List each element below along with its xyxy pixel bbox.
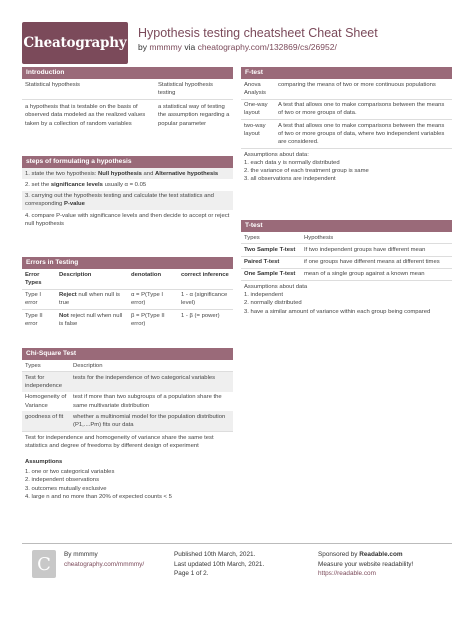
assumptions-heading: Assumptions about data: [244, 151, 309, 158]
table-cell: test if more than two subgroups of a population share the same multivariate distribution [73, 394, 222, 409]
step-4: 4. compare P-value with significance levels and then decide to accept or reject null hypothesis [25, 212, 230, 227]
step-2: 2. set the significance levels usually α = 0.05 [25, 181, 147, 188]
table-cell: whether a multinomial model for the population distribution (P1,....Pm) fits our data [73, 413, 226, 429]
table-cell: α = P(Type I error) [131, 292, 164, 307]
table-row [241, 79, 452, 100]
chi-square-section [22, 348, 233, 501]
section-title: Errors in Testing [22, 257, 233, 269]
column-header: Hypothesis [304, 234, 334, 241]
byline [138, 42, 337, 52]
sponsor-line: Sponsored by Readable.com [318, 551, 403, 558]
table-cell: One Sample T-test [244, 271, 296, 278]
table-cell: comparing the means of two or more continuous populations [278, 81, 436, 88]
section-title: T-test [241, 220, 452, 232]
step-1: 1. state the two hypothesis: Null hypothesis and Alternative hypothesis [22, 168, 233, 179]
errors-section [22, 257, 233, 330]
list-item: 3. all observations are independent [244, 176, 336, 183]
table-row [22, 411, 233, 432]
table-header-row [22, 360, 233, 372]
table-cell: if one groups have different means at different times [304, 259, 440, 266]
table-cell: Statistical hypothesis testing [158, 81, 214, 96]
table-row [22, 310, 233, 330]
footer-sponsor [318, 550, 413, 579]
author-avatar[interactable]: C [32, 550, 56, 578]
list-item: 3. have a similar amount of variance within each group being compared [244, 308, 431, 315]
column-header: Types [244, 234, 260, 241]
published-date: Published 10th March, 2021. [174, 551, 256, 558]
section-title: Introduction [22, 67, 233, 79]
t-test-section [241, 220, 452, 317]
table-cell: tests for the independence of two categorical variables [73, 374, 216, 381]
table-row [22, 372, 233, 392]
table-cell: If two independent groups have different mean [304, 246, 426, 253]
header [22, 22, 452, 64]
section-title: steps of formulating a hypothesis [22, 156, 233, 168]
table-cell: goodness of fit [25, 413, 64, 420]
table-row [241, 120, 452, 149]
list-item: 1. one or two categorical variables [25, 468, 115, 475]
table-row [22, 290, 233, 311]
f-test-section [241, 67, 452, 185]
list-item: 2. normally distributed [244, 300, 302, 307]
table-row [241, 100, 452, 121]
table-row [22, 100, 233, 130]
table-cell: two-way layout [244, 122, 266, 137]
table-cell: Type II error [25, 312, 43, 327]
table-row [241, 269, 452, 281]
page-number: Page 1 of 2. [174, 570, 209, 577]
footer-publish-info [174, 550, 264, 579]
table-cell: a hypothesis that is testable on the basis of observed data modeled as the realized values taken by a collection of random variables [25, 104, 146, 127]
sheet-url-link[interactable]: cheatography.com/132869/cs/26952/ [197, 42, 337, 52]
step-3: 3. carrying out the hypothesis testing and calculate the test statistics and corresponding P-value [22, 191, 233, 211]
table-cell: Type I error [25, 292, 42, 307]
by-label: by [138, 42, 147, 52]
table-cell: Statistical hypothesis [25, 81, 81, 88]
table-cell: 1 - α (significance level) [181, 292, 228, 307]
section-title: Chi-Square Test [22, 348, 233, 360]
table-cell: 1 - β (= power) [181, 312, 220, 319]
footer-author [64, 550, 144, 569]
column-header: Description [59, 271, 92, 278]
table-cell: mean of a single group against a known mean [304, 271, 425, 278]
updated-date: Last updated 10th March, 2021. [174, 560, 265, 568]
sponsor-tagline: Measure your website readability! [318, 560, 414, 568]
assumptions-heading: Assumptions [25, 459, 63, 466]
introduction-section [22, 67, 233, 129]
table-cell: Two Sample T-test [244, 246, 296, 253]
page-title: Hypothesis testing cheatsheet Cheat Sheet [138, 26, 378, 40]
column-header: Error Types [25, 271, 42, 286]
steps-section [22, 156, 233, 230]
table-cell: Reject null when null is true [59, 292, 120, 307]
list-item: 2. the variance of each treatment group is same [244, 168, 369, 175]
table-row [241, 257, 452, 269]
chi-note: Test for independence and homogeneity of variance share the same test statistics and degree of freedoms by different design of experiment [25, 434, 214, 449]
table-cell: Test for independence [25, 374, 63, 390]
table-cell: Anova Analysis [244, 81, 266, 96]
table-cell: a statistical way of testing the assumption regarding a popular parameter [158, 104, 230, 127]
table-header-row [241, 232, 452, 244]
author-link[interactable]: mmmmy [149, 42, 182, 52]
table-row [22, 392, 233, 412]
via-label: via [184, 42, 196, 52]
table-cell: A test that allows one to make comparisons between the means of two or more groups of data, where two independent variables are considered. [278, 122, 445, 146]
author-name: By mmmmy [64, 551, 98, 558]
table-header-row [22, 269, 233, 290]
column-header: Types [25, 362, 41, 369]
column-header: Description [73, 362, 103, 369]
table-row [22, 79, 233, 100]
table-cell: Not reject null when null is false [59, 312, 123, 327]
column-header: correct inference [181, 271, 229, 278]
table-row [241, 244, 452, 256]
assumptions-heading: Assumptions about data [244, 283, 308, 290]
cheatography-logo[interactable]: Cheatography [22, 22, 128, 64]
table-cell: Homogeneity of Variance [25, 394, 67, 409]
table-cell: Paired T-test [244, 259, 280, 266]
section-title: F-test [241, 67, 452, 79]
list-item: 3. outcomes mutually exclusive [25, 485, 107, 492]
table-cell: β = P(Type II error) [131, 312, 165, 327]
list-item: 1. each data y is normally distributed [244, 159, 340, 166]
footer-divider [22, 543, 452, 544]
list-item: 4. large n and no more than 20% of expected counts < 5 [25, 493, 172, 500]
sponsor-link[interactable]: https://readable.com [318, 570, 376, 577]
list-item: 2. independent observations [25, 477, 100, 484]
table-cell: One-way layout [244, 102, 268, 117]
sponsor-name[interactable]: Readable.com [359, 551, 403, 558]
list-item: 1. independent [244, 291, 283, 298]
column-header: denotation [131, 271, 162, 278]
author-profile-link[interactable]: cheatography.com/mmmmy/ [64, 560, 145, 568]
table-cell: A test that allows one to make comparisons between the means of two or more groups of data. [278, 102, 445, 117]
